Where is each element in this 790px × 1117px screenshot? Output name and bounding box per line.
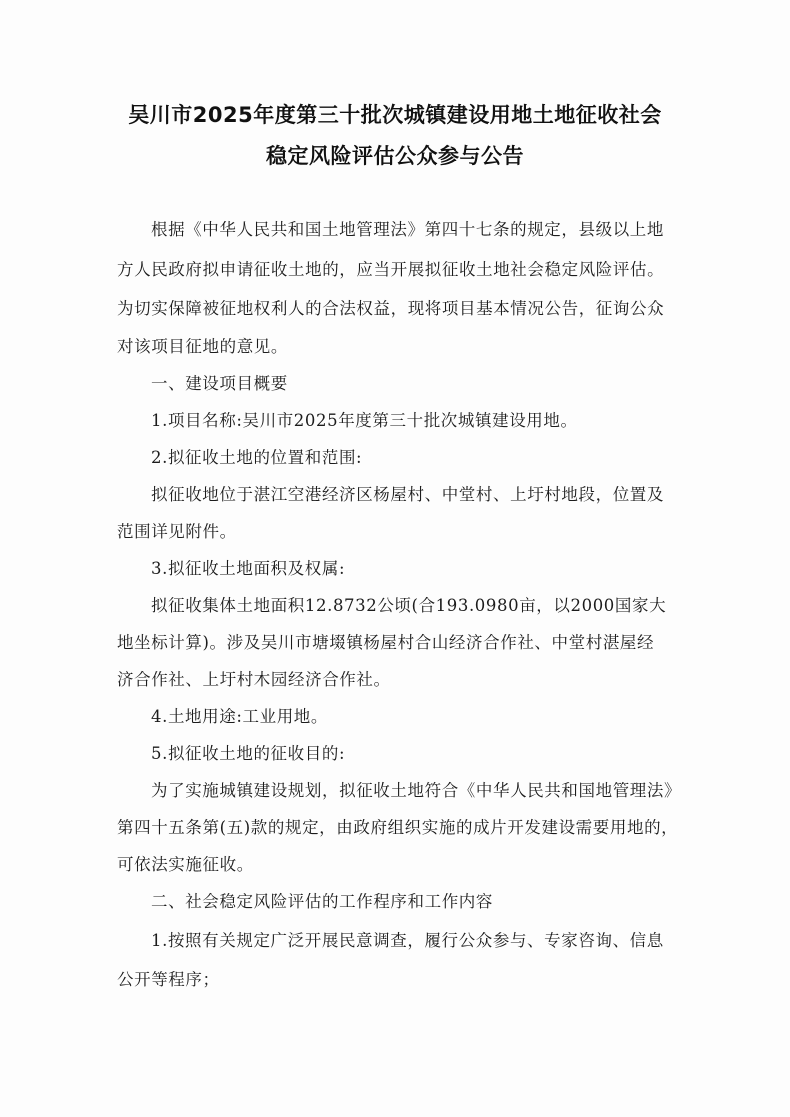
paragraph-line: 对该项目征地的意见。: [117, 337, 288, 356]
document-title-line-1: 吴川市2025年度第三十批次城镇建设用地土地征收社会: [128, 103, 662, 127]
paragraph-line: 为切实保障被征地权利人的合法权益，现将项目基本情况公告，征询公众: [117, 299, 665, 318]
paragraph-line: 3.拟征收土地面积及权属:: [151, 559, 346, 578]
document-title-line-2: 稳定风险评估公众参与公告: [266, 144, 524, 168]
paragraph-line: 1.项目名称:吴川市2025年度第三十批次城镇建设用地。: [151, 411, 578, 430]
paragraph-line: 4.土地用途:工业用地。: [151, 707, 329, 726]
paragraph-line: 济合作社、上圩村木园经济合作社。: [117, 670, 391, 689]
section-heading: 二、社会稳定风险评估的工作程序和工作内容: [151, 892, 493, 911]
paragraph-line: 范围详见附件。: [117, 522, 237, 541]
paragraph-line: 地坐标计算)。涉及吴川市塘㙍镇杨屋村合山经济合作社、中堂村湛屋经: [117, 633, 655, 652]
paragraph-line: 1.按照有关规定广泛开展民意调查，履行公众参与、专家咨询、信息: [151, 931, 664, 950]
paragraph-line: 可依法实施征收。: [117, 855, 254, 874]
paragraph-line: 方人民政府拟申请征收土地的，应当开展拟征收土地社会稳定风险评估。: [117, 260, 665, 279]
paragraph-line: 公开等程序；: [117, 970, 220, 989]
paragraph-line: 拟征收地位于湛江空港经济区杨屋村、中堂村、上圩村地段，位置及: [151, 485, 664, 504]
paragraph-line: 根据《中华人民共和国土地管理法》第四十七条的规定，县级以上地: [151, 220, 664, 239]
paragraph-line: 为了实施城镇建设规划，拟征收土地符合《中华人民共和国地管理法》: [151, 781, 682, 800]
section-heading: 一、建设项目概要: [151, 374, 288, 393]
paragraph-line: 2.拟征收土地的位置和范围:: [151, 448, 363, 467]
paragraph-line: 第四十五条第(五)款的规定，由政府组织实施的成片开发建设需要用地的，: [117, 818, 679, 837]
paragraph-line: 拟征收集体土地面积12.8732公顷(合193.0980亩，以2000国家大: [151, 596, 667, 615]
paragraph-line: 5.拟征收土地的征收目的:: [151, 744, 346, 763]
